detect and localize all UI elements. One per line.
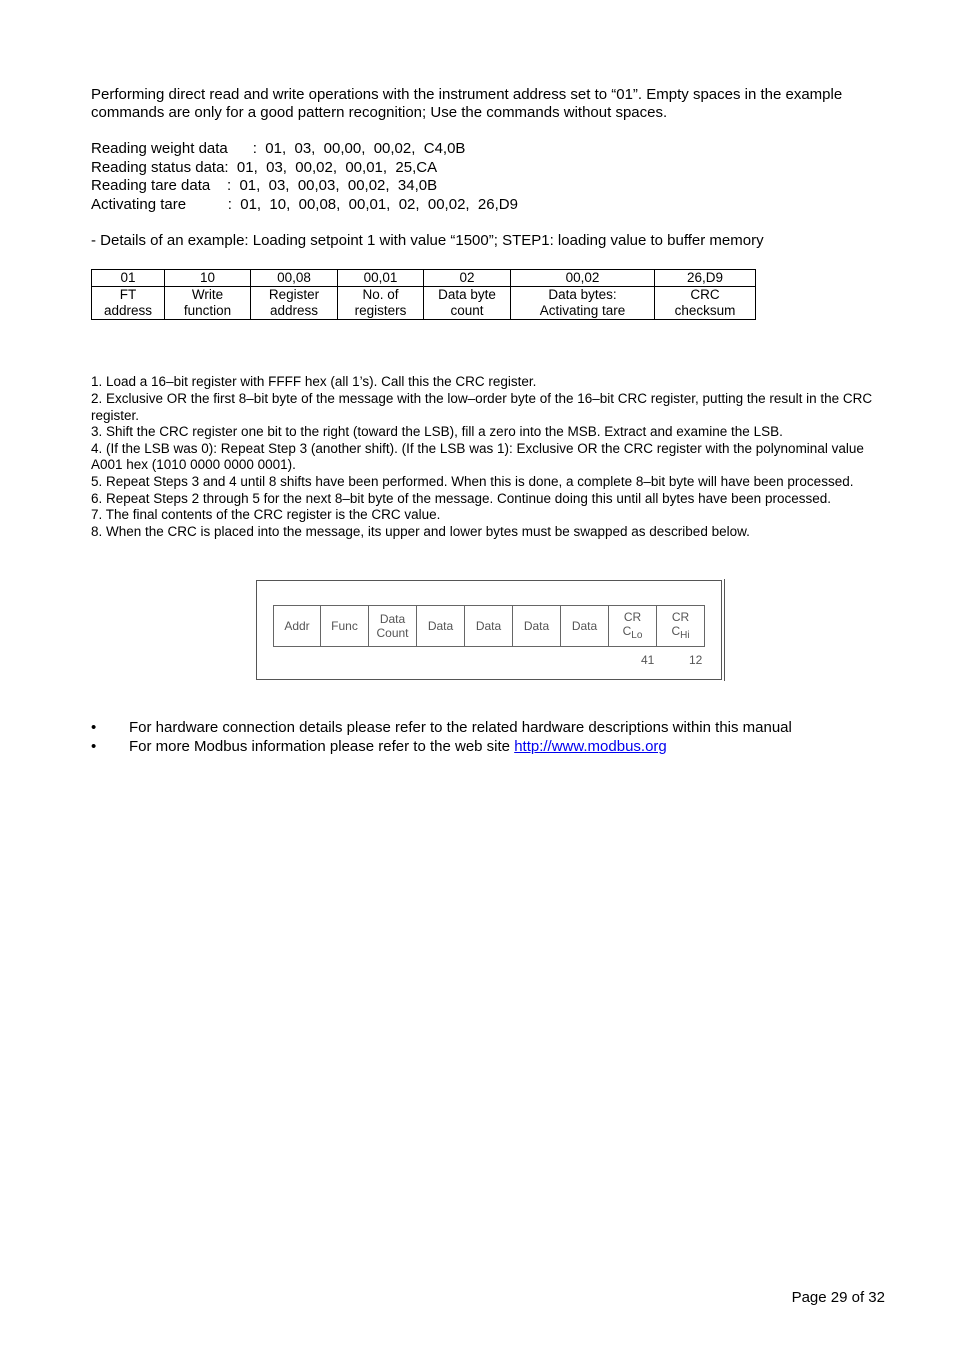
crc-step: 3. Shift the CRC register one bit to the right (toward the LSB), fill a zero into the MSB. Extract and examine the LSB. [91,424,783,440]
command-label: Reading weight data [91,140,253,157]
cell-label: C [671,623,681,638]
command-label: Reading tare data [91,177,227,195]
table-cell [165,287,251,320]
crc-step: 8. When the CRC is placed into the message, its upper and lower bytes must be swapped as described below. [91,523,750,539]
table-cell [511,287,655,320]
intro-paragraph: Performing direct read and write operations with the instrument address set to “01”. Empty spaces in the example commands are only for a good pattern recognition; Use the commands without spaces. [91,86,843,121]
label-line: Activating tare [539,303,626,319]
command-label: Activating tare [91,195,228,213]
label-line: CRC [690,287,720,303]
command-row [91,196,891,215]
label-line: count [450,303,484,319]
bullet-text: For hardware connection details please refer to the related hardware descriptions within this manual [129,719,792,736]
modbus-link[interactable]: http://www.modbus.org [514,738,667,755]
cell-label: Data [427,619,454,633]
crc-lo-value: 41 [641,653,655,667]
crc-byte-order-diagram [256,580,722,680]
cell-label: Data [523,619,550,633]
bullet-icon: • [91,719,97,736]
diagram-cell-crc-hi [657,605,705,647]
list-item [91,737,792,756]
table-cell [655,287,756,320]
cell-label: Data [475,619,502,633]
command-row [91,140,891,159]
label-line: Data byte [438,287,496,303]
command-value: : 01, 03, 00,00, 00,02, C4,0B [252,140,466,157]
frame-values-row [92,270,756,287]
cell-subscript: Hi [680,629,690,641]
diagram-cell-data-count [369,605,417,647]
diagram-cell-data [465,605,513,647]
document-body [91,86,891,540]
label-line: address [269,303,319,319]
cell-label: CR [623,609,642,624]
crc-step: 1. Load a 16–bit register with FFFF hex (all 1’s). Call this the CRC register. [91,374,537,390]
table-cell [92,287,165,320]
bullet-text: For more Modbus information please refer to the web site [129,738,515,755]
page-number: Page 29 of 32 [791,1289,885,1306]
crc-step: 4. (If the LSB was 0): Repeat Step 3 (another shift). (If the LSB was 1): Exclusive OR the CRC register with the polynominal value A001 hex (1010 0000 0000 0001). [91,440,864,473]
command-value: 01, 03, 00,02, 00,01, 25,CA [228,158,438,176]
label-line: Write [191,287,224,303]
table-cell: 00,08 [251,270,338,287]
command-list [91,140,891,214]
cell-label: Count [376,626,409,640]
frame-labels-row [92,287,756,320]
cell-label: CR [671,609,690,624]
crc-step: 2. Exclusive OR the first 8–bit byte of the message with the low–order byte of the 16–bit CRC register, putting the result in the CRC register. [91,390,873,423]
label-line: checksum [674,303,736,319]
diagram-cell-data [513,605,561,647]
table-cell: 02 [424,270,511,287]
cell-label: Data [571,619,598,633]
diagram-cells [273,605,705,647]
bullet-icon: • [91,738,97,755]
label-line: Data bytes: [548,287,617,303]
table-cell: 10 [165,270,251,287]
diagram-cell-crc-lo [609,605,657,647]
cell-label: Func [331,619,358,633]
crc-step: 6. Repeat Steps 2 through 5 for the next 8–bit byte of the message. Continue doing this until all bytes have been processed. [91,490,831,506]
cell-label: Data [379,612,406,626]
command-value: : 01, 10, 00,08, 00,01, 02, 00,02, 26,D9 [227,195,518,213]
label-line: No. of [362,287,399,303]
table-cell [424,287,511,320]
table-cell: 26,D9 [655,270,756,287]
diagram-cell-func [321,605,369,647]
table-cell [338,287,424,320]
table-cell: 00,01 [338,270,424,287]
crc-steps [91,374,891,540]
table-cell [251,287,338,320]
frame-table [91,269,756,320]
cell-label: C [622,623,632,638]
command-value: : 01, 03, 00,03, 00,02, 34,0B [226,177,438,195]
crc-step: 7. The final contents of the CRC register is the CRC value. [91,507,441,523]
label-line: Register [268,287,320,303]
list-item [91,718,792,737]
table-cell: 00,02 [511,270,655,287]
cell-label: Addr [284,619,310,633]
example-heading: - Details of an example: Loading setpoint 1 with value “1500”; STEP1: loading value to buffer memory [91,232,764,250]
crc-step: 5. Repeat Steps 3 and 4 until 8 shifts have been performed. When this is done, a complete 8–bit byte will have been processed. [91,473,854,489]
diagram-cell-data [561,605,609,647]
label-line: function [183,303,232,319]
table-cell: 01 [92,270,165,287]
diagram-cell-data [417,605,465,647]
command-row [91,159,891,178]
bullet-list [91,718,792,756]
label-line: registers [354,303,407,319]
cell-subscript: Lo [631,629,643,641]
command-label: Reading status data: [91,158,229,176]
label-line: FT [119,287,137,303]
command-row [91,177,891,196]
diagram-border [724,579,725,681]
crc-hi-value: 12 [689,653,703,667]
label-line: address [103,303,153,319]
diagram-cell-addr [273,605,321,647]
